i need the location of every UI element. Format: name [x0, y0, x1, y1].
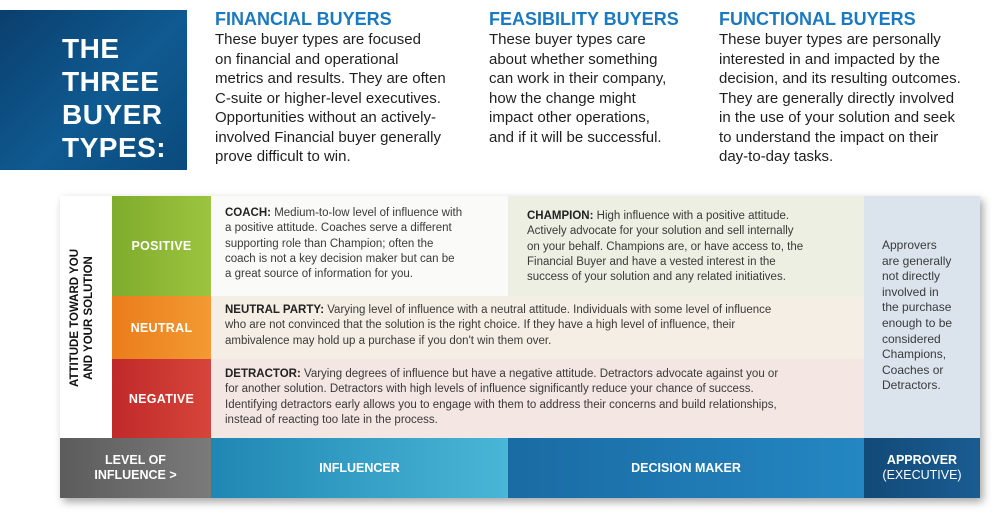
text-span: Varying level of influence with a neutral attitude. Individuals with some level of influence: [324, 304, 772, 316]
text-span: Varying degrees of influence but have a negative attitude. Detractors advocate against you or: [300, 368, 779, 380]
text-line: impact other operations,: [489, 109, 650, 126]
text-line: [225, 206, 510, 221]
text-line: INFLUENCER: [319, 460, 400, 475]
text-line: interested in and impacted by the: [719, 50, 940, 68]
text-line: INFLUENCE >: [94, 468, 177, 482]
text-line: Detractors.: [882, 378, 941, 393]
text-span: Medium-to-low level of influence with: [271, 207, 463, 219]
influencer-label: [211, 438, 508, 498]
functional-buyers-heading: FUNCTIONAL BUYERS: [719, 9, 916, 29]
text-line: ambivalence may hold up a purchase if you don't win them over.: [225, 334, 552, 347]
text-line: supporting role than Champion; often the: [225, 237, 434, 250]
text-line: considered: [882, 331, 941, 346]
title-line: BUYER: [62, 99, 163, 130]
text-line: a positive attitude. Coaches serve a different: [225, 222, 452, 235]
financial-buyers-heading: FINANCIAL BUYERS: [215, 9, 392, 29]
financial-buyers-text: [215, 30, 485, 167]
text-line: C-suite or higher-level executives.: [215, 89, 441, 107]
text-line: involved in: [882, 284, 939, 299]
text-line: the purchase: [882, 300, 952, 315]
champion-name: CHAMPION:: [527, 210, 594, 222]
feasibility-buyers-text: [489, 30, 709, 147]
coach-text: [225, 206, 510, 282]
text-line: in the use of your solution and seek: [719, 109, 955, 126]
text-line: [225, 303, 861, 318]
text-line: metrics and results. They are often: [215, 70, 446, 87]
text-line: These buyer types are focused: [215, 31, 421, 48]
text-line: instead of reacting too late in the process.: [225, 413, 438, 426]
decision-maker-label: [508, 438, 864, 498]
text-line: [225, 367, 861, 382]
text-line: Coaches or: [882, 362, 944, 377]
text-line: Opportunities without an actively-: [215, 109, 436, 126]
detractor-text: [225, 367, 861, 428]
level-of-influence-label: [60, 438, 211, 498]
text-line: Financial Buyer and have a vested interest in the: [527, 255, 776, 268]
text-line: prove difficult to win.: [215, 148, 351, 165]
approver-label: [864, 438, 980, 498]
text-line: coach is not a key decision maker but can be: [225, 252, 455, 265]
text-line: not directly: [882, 269, 941, 284]
approver-sub-label: (EXECUTIVE): [882, 468, 962, 482]
text-line: on financial and operational: [215, 50, 399, 68]
text-line: [527, 209, 862, 224]
text-span: High influence with a positive attitude.: [593, 210, 790, 222]
functional-buyers-text: [719, 30, 1004, 167]
text-line: success of your solution and any related initiatives.: [527, 271, 786, 284]
text-line: can work in their company,: [489, 70, 667, 87]
text-line: DECISION MAKER: [631, 460, 741, 475]
text-line: These buyer types care: [489, 31, 646, 48]
text-line: who are not convinced that the solution is the right choice. If they have a high level of influence, their: [225, 319, 736, 332]
text-line: APPROVER: [886, 453, 958, 467]
text-line: They are generally directly involved: [719, 89, 955, 107]
text-line: Identifying detractors early allows you to engage with them to address their concerns and build relationships,: [225, 398, 777, 411]
y-axis-label-line: AND YOUR SOLUTION: [83, 256, 95, 380]
text-line: Actively advocate for your solution and sell internally: [527, 225, 794, 238]
text-line: about whether something: [489, 50, 658, 68]
text-line: to understand the impact on their: [719, 128, 939, 146]
approvers-note: [882, 238, 978, 394]
text-line: how the change might: [489, 89, 636, 107]
text-line: on your behalf. Champions are, or have access to, the: [527, 240, 804, 253]
y-axis-label-line: ATTITUDE TOWARD YOU: [69, 249, 81, 387]
text-line: are generally: [882, 253, 952, 268]
text-line: Champions,: [882, 347, 947, 362]
neutral-party-text: [225, 303, 861, 349]
coach-name: COACH:: [225, 207, 271, 219]
text-line: decision, and its resulting outcomes.: [719, 70, 961, 87]
row-label-positive: POSITIVE: [112, 196, 211, 296]
detractor-name: DETRACTOR:: [225, 368, 301, 380]
title-line: THREE: [62, 66, 160, 97]
feasibility-buyers-heading: FEASIBILITY BUYERS: [489, 9, 679, 29]
text-line: Approvers: [882, 238, 937, 252]
champion-text: [527, 209, 862, 285]
neutral-party-name: NEUTRAL PARTY:: [225, 304, 325, 316]
text-line: enough to be: [882, 315, 953, 330]
text-line: These buyer types are personally: [719, 31, 941, 48]
row-label-neutral: NEUTRAL: [112, 296, 211, 359]
text-line: a great source of information for you.: [225, 268, 413, 281]
title-line: TYPES:: [62, 132, 167, 163]
text-line: involved Financial buyer generally: [215, 128, 441, 146]
y-axis-label: [68, 249, 96, 387]
title-box: [0, 10, 187, 170]
text-line: LEVEL OF: [105, 453, 166, 467]
text-line: day-to-day tasks.: [719, 148, 834, 165]
text-line: and if it will be successful.: [489, 128, 662, 146]
title-line: THE: [62, 33, 120, 64]
text-line: for another solution. Detractors with high levels of influence significantly reduce your chance of success.: [225, 383, 754, 396]
row-label-negative: NEGATIVE: [112, 359, 211, 438]
